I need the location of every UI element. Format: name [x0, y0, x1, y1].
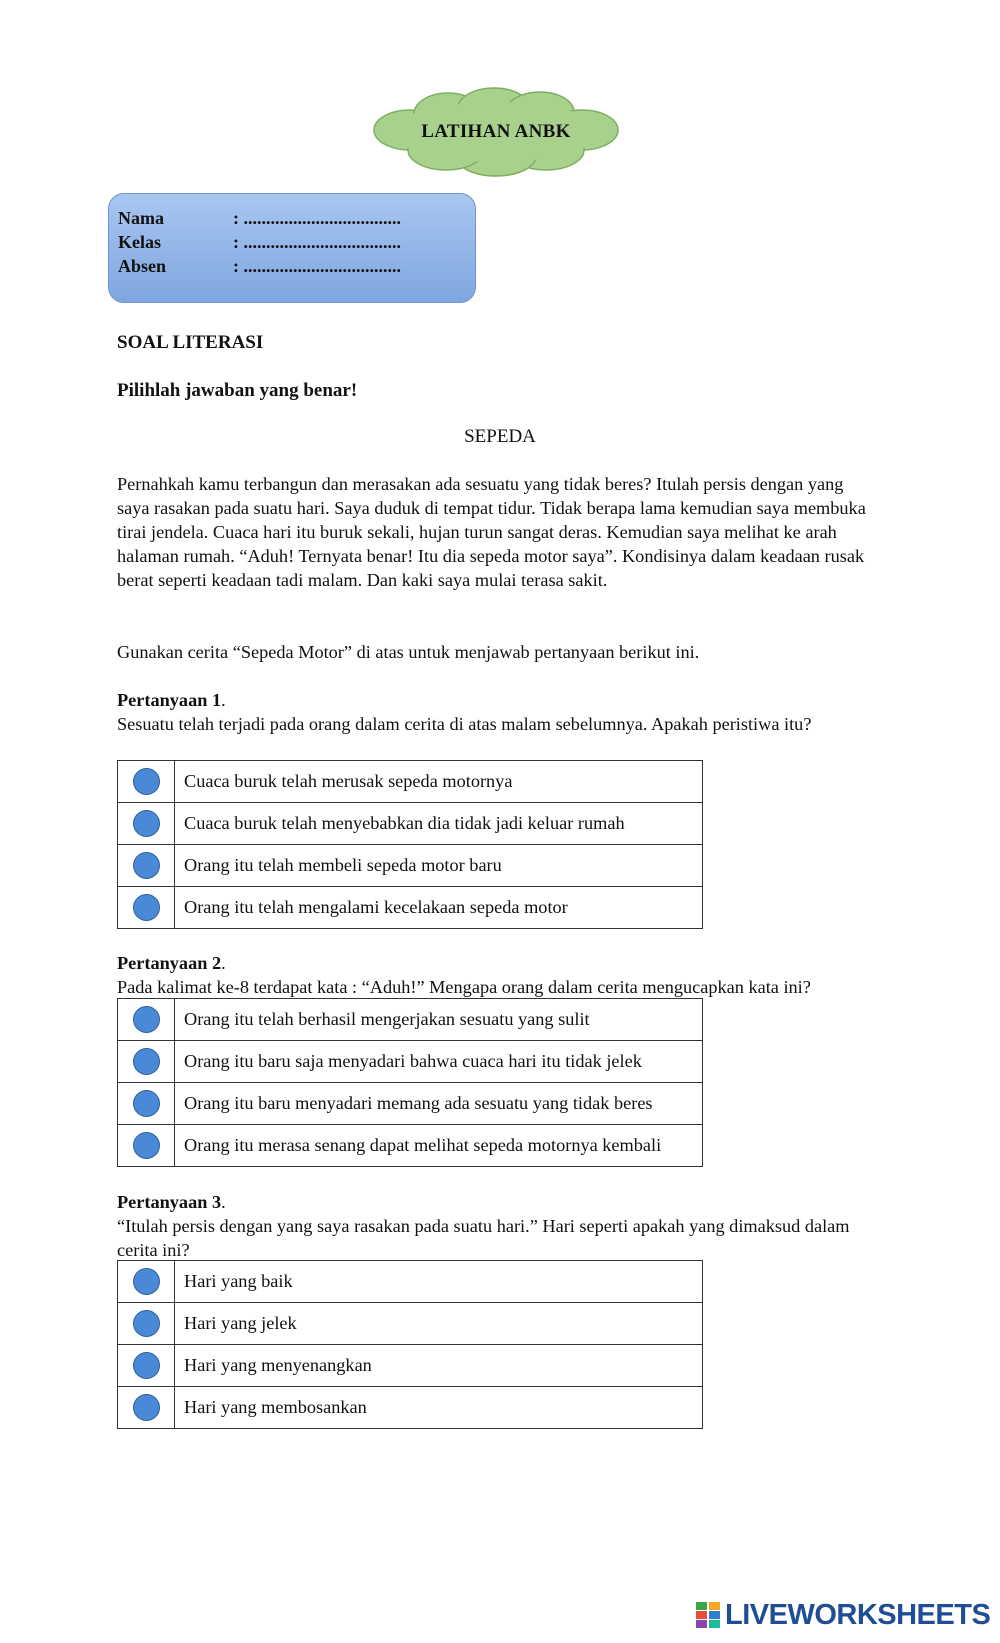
radio-button[interactable] — [133, 1132, 160, 1159]
radio-button[interactable] — [133, 1352, 160, 1379]
story-text: Pernahkah kamu terbangun dan merasakan ada sesuatu yang tidak beres? Itulah persis dengan yang saya rasakan pada suatu hari. Saya duduk di tempat tidur. Tidak berapa lama kemudian saya membuka tirai jendela. Cuaca hari itu buruk sekali, hujan turun sangat deras. Kemudian saya melihat ke arah halaman rumah. “Aduh! Ternyata benar! Itu dia sepeda motor saya”. Kondisinya dalam keadaan rusak berat seperti keadaan tadi malam. Dan kaki saya mulai terasa sakit. — [117, 474, 866, 590]
option-row[interactable] — [118, 1387, 703, 1429]
option-row[interactable] — [118, 1345, 703, 1387]
option-row[interactable] — [118, 1261, 703, 1303]
option-row[interactable] — [118, 1303, 703, 1345]
identity-label: Nama — [118, 208, 164, 228]
radio-button[interactable] — [133, 1394, 160, 1421]
option-text: Hari yang menyenangkan — [175, 1345, 703, 1387]
radio-button[interactable] — [133, 894, 160, 921]
student-identity-box — [108, 193, 476, 303]
option-text: Orang itu telah membeli sepeda motor baru — [175, 845, 703, 887]
identity-label: Absen — [118, 256, 167, 276]
question-text: “Itulah persis dengan yang saya rasakan pada suatu hari.” Hari seperti apakah yang dimaksud dalam cerita ini? — [117, 1216, 850, 1260]
option-row[interactable] — [118, 1041, 703, 1083]
title-cloud — [370, 86, 622, 178]
question-text: Pada kalimat ke-8 terdapat kata : “Aduh!” Mengapa orang dalam cerita mengucapkan kata ini? — [117, 977, 811, 997]
option-row[interactable] — [118, 803, 703, 845]
option-text: Hari yang jelek — [175, 1303, 703, 1345]
radio-button[interactable] — [133, 1006, 160, 1033]
radio-button[interactable] — [133, 1310, 160, 1337]
liveworksheets-logo — [695, 1598, 990, 1632]
radio-button[interactable] — [133, 1048, 160, 1075]
question-text: Sesuatu telah terjadi pada orang dalam cerita di atas malam sebelumnya. Apakah peristiwa itu? — [117, 714, 812, 734]
section-title: SOAL LITERASI — [117, 332, 264, 353]
story-title: SEPEDA — [464, 426, 536, 447]
identity-value: : ................................... — [233, 256, 401, 276]
story-instruction: Gunakan cerita “Sepeda Motor” di atas untuk menjawab pertanyaan berikut ini. — [117, 642, 700, 662]
brand-name: LIVEWORKSHEETS — [725, 1598, 991, 1631]
question-title: Pertanyaan 3 — [117, 1192, 222, 1212]
option-row[interactable] — [118, 1125, 703, 1167]
identity-row-nama — [118, 208, 401, 229]
radio-button[interactable] — [133, 852, 160, 879]
option-text: Orang itu merasa senang dapat melihat sepeda motornya kembali — [175, 1125, 703, 1167]
identity-label: Kelas — [118, 232, 161, 252]
identity-value: : ................................... — [233, 232, 401, 252]
option-text: Orang itu baru saja menyadari bahwa cuaca hari itu tidak jelek — [175, 1041, 703, 1083]
question-2: Pertanyaan 2. Pada kalimat ke-8 terdapat kata : “Aduh!” Mengapa orang dalam cerita mengucapkan kata ini? — [117, 953, 811, 997]
option-text: Orang itu telah berhasil mengerjakan sesuatu yang sulit — [175, 999, 703, 1041]
answer-options-2 — [117, 998, 703, 1167]
question-title: Pertanyaan 1 — [117, 690, 222, 710]
option-text: Orang itu telah mengalami kecelakaan sepeda motor — [175, 887, 703, 929]
option-row[interactable] — [118, 761, 703, 803]
radio-button[interactable] — [133, 1090, 160, 1117]
option-row[interactable] — [118, 887, 703, 929]
option-row[interactable] — [118, 845, 703, 887]
liveworksheets-blocks-icon — [695, 1601, 721, 1629]
identity-value: : ................................... — [233, 208, 401, 228]
option-row[interactable] — [118, 999, 703, 1041]
option-text: Hari yang baik — [175, 1261, 703, 1303]
radio-button[interactable] — [133, 810, 160, 837]
answer-options-1 — [117, 760, 703, 929]
question-title: Pertanyaan 2 — [117, 953, 222, 973]
option-text: Cuaca buruk telah merusak sepeda motornya — [175, 761, 703, 803]
option-row[interactable] — [118, 1083, 703, 1125]
radio-button[interactable] — [133, 768, 160, 795]
answer-options-3 — [117, 1260, 703, 1429]
radio-button[interactable] — [133, 1268, 160, 1295]
instruction: Pilihlah jawaban yang benar! — [117, 380, 358, 401]
question-1: Pertanyaan 1. Sesuatu telah terjadi pada orang dalam cerita di atas malam sebelumnya. Apakah peristiwa itu? — [117, 690, 812, 734]
identity-row-absen — [118, 256, 401, 277]
question-3: Pertanyaan 3. “Itulah persis dengan yang saya rasakan pada suatu hari.” Hari seperti apakah yang dimaksud dalam cerita ini? — [117, 1192, 850, 1260]
identity-row-kelas — [118, 232, 401, 253]
option-text: Cuaca buruk telah menyebabkan dia tidak jadi keluar rumah — [175, 803, 703, 845]
option-text: Hari yang membosankan — [175, 1387, 703, 1429]
option-text: Orang itu baru menyadari memang ada sesuatu yang tidak beres — [175, 1083, 703, 1125]
page-title: LATIHAN ANBK — [421, 121, 571, 142]
